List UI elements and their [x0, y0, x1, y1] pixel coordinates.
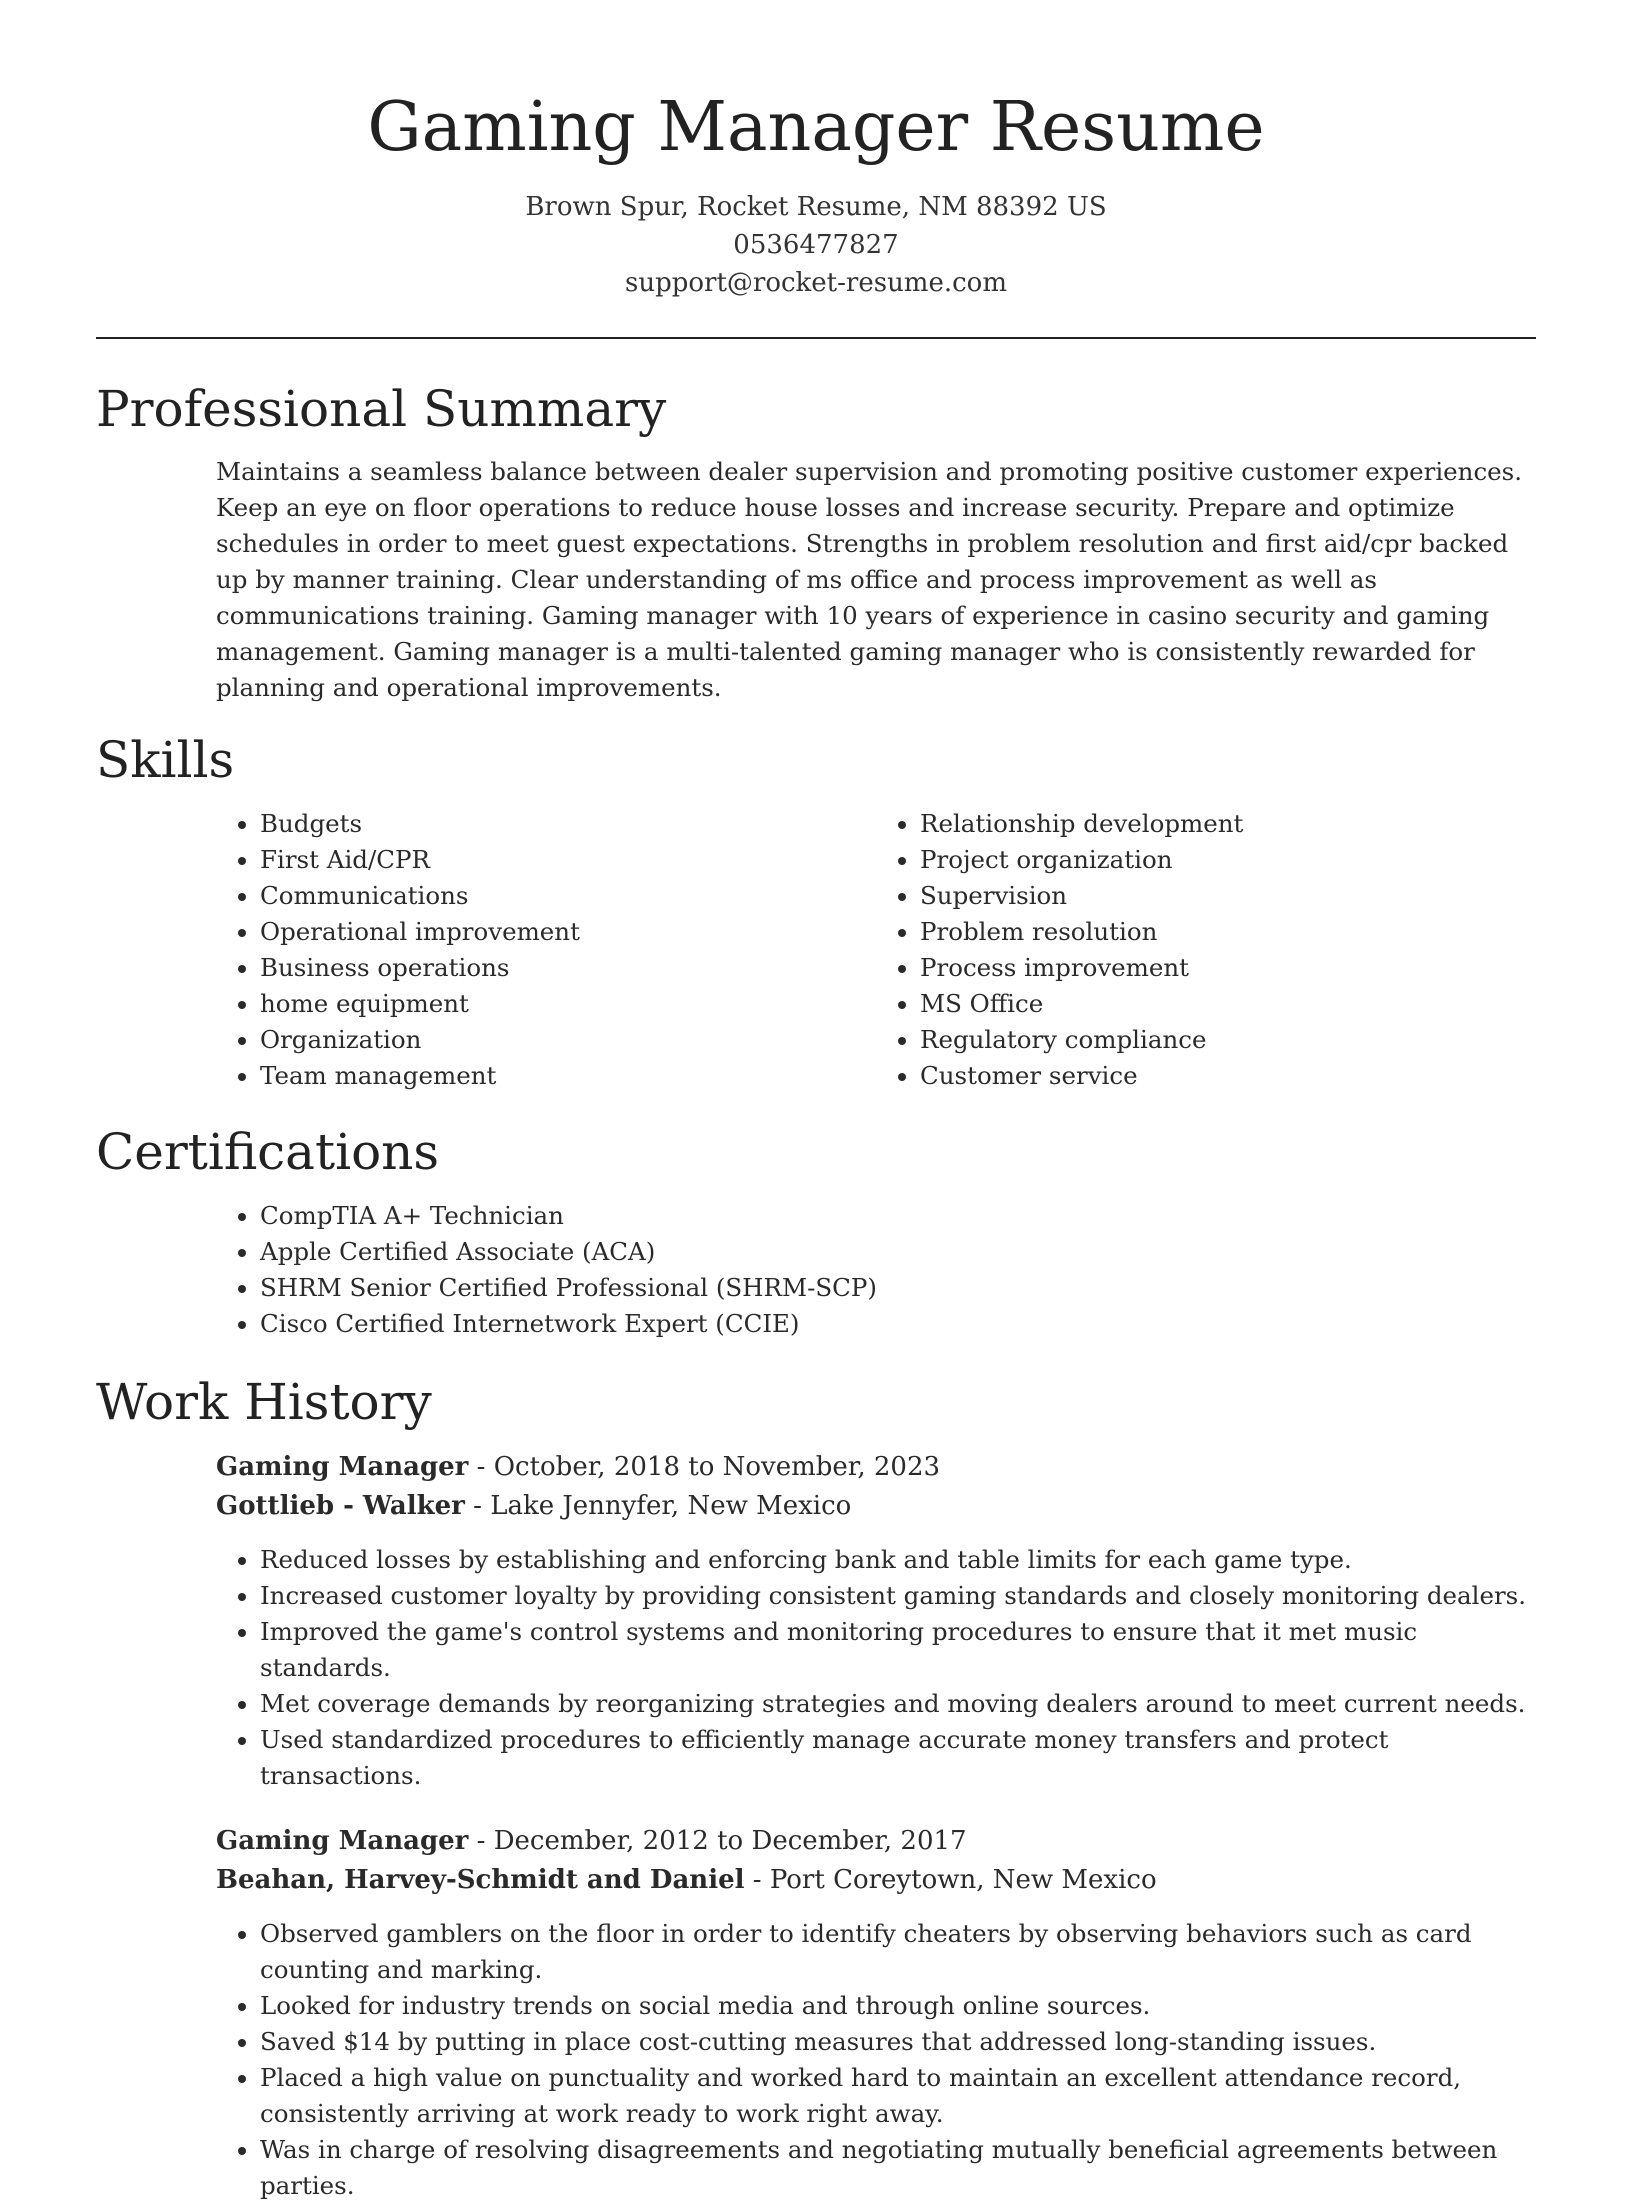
job-company-line [216, 1487, 1536, 1526]
separator: - [464, 1491, 491, 1521]
job-bullet: • Observed gamblers on the floor in order to identify cheaters by observing behaviors such as card counting and marking. [260, 1916, 1536, 1988]
skill-item: • Relationship development [920, 806, 1536, 842]
certifications-list [216, 1198, 1536, 1342]
certifications-wrap [216, 1198, 1536, 1342]
work-section [96, 1370, 1536, 2204]
job-bullet: • Placed a high value on punctuality and worked hard to maintain an excellent attendance record, consistently arriving at work ready to work right away. [260, 2060, 1536, 2132]
job-entry [216, 1448, 1536, 1794]
resume-title: Gaming Manager Resume [367, 88, 1265, 167]
job-title: Gaming Manager [216, 1452, 469, 1482]
job-title-line [216, 1448, 1536, 1487]
skill-item: • Organization [260, 1022, 876, 1058]
skill-item: • Project organization [920, 842, 1536, 878]
summary-heading: Professional Summary [96, 380, 667, 438]
job-location: Port Coreytown, New Mexico [769, 1865, 1157, 1895]
job-bullets [216, 1542, 1536, 1794]
skill-item: • Budgets [260, 806, 876, 842]
certification-item: • SHRM Senior Certified Professional (SHRM-SCP) [260, 1270, 1536, 1306]
skill-item: • Regulatory compliance [920, 1022, 1536, 1058]
skill-item: • Business operations [260, 950, 876, 986]
skill-item: • Customer service [920, 1058, 1536, 1094]
separator: - [744, 1865, 770, 1895]
job-bullet: • Reduced losses by establishing and enforcing bank and table limits for each game type. [260, 1542, 1536, 1578]
skills-grid [216, 806, 1536, 1094]
job-bullet: • Was in charge of resolving disagreements and negotiating mutually beneficial agreements between parties. [260, 2132, 1536, 2204]
skill-item: • First Aid/CPR [260, 842, 876, 878]
job-bullet: • Used standardized procedures to efficiently manage accurate money transfers and protect transactions. [260, 1722, 1536, 1794]
skill-item: • MS Office [920, 986, 1536, 1022]
certification-item: • Cisco Certified Internetwork Expert (CCIE) [260, 1306, 1536, 1342]
certifications-section [96, 1120, 1536, 1342]
resume-header [96, 0, 1536, 302]
skill-item: • home equipment [260, 986, 876, 1022]
skill-item: • Supervision [920, 878, 1536, 914]
skill-item: • Process improvement [920, 950, 1536, 986]
job-bullets [216, 1916, 1536, 2204]
job-bullet: • Looked for industry trends on social media and through online sources. [260, 1988, 1536, 2024]
contact-email: support@rocket-resume.com [624, 268, 1007, 298]
job-dates: October, 2018 to November, 2023 [493, 1452, 941, 1482]
skill-item: • Problem resolution [920, 914, 1536, 950]
summary-text: Maintains a seamless balance between dealer supervision and promoting positive customer experiences. Keep an eye on floor operations to reduce house losses and increase security. Prepare and optimize schedules in order to meet guest expectations. Strengths in problem resolution and first aid/cpr backed up by manner training. Clear understanding of ms office and process improvement as well as communications training. Gaming manager with 10 years of experience in casino security and gaming management. Gaming manager is a multi-talented gaming manager who is consistently rewarded for planning and operational improvements. [216, 457, 1523, 702]
job-title-line [216, 1822, 1536, 1861]
job-company-line [216, 1861, 1536, 1900]
separator: - [468, 1452, 494, 1482]
summary-section [96, 377, 1536, 706]
job-bullet: • Saved $14 by putting in place cost-cutting measures that addressed long-standing issues. [260, 2024, 1536, 2060]
work-jobs [216, 1448, 1536, 2204]
skills-list-left [216, 806, 876, 1094]
certification-item: • CompTIA A+ Technician [260, 1198, 1536, 1234]
certification-item: • Apple Certified Associate (ACA) [260, 1234, 1536, 1270]
header-divider [96, 337, 1536, 339]
skills-heading: Skills [96, 731, 235, 789]
skill-item: • Team management [260, 1058, 876, 1094]
contact-address: Brown Spur, Rocket Resume, NM 88392 US [525, 192, 1107, 222]
skills-section [96, 728, 1536, 1094]
job-dates: December, 2012 to December, 2017 [493, 1826, 967, 1856]
separator: - [468, 1826, 494, 1856]
job-bullet: • Met coverage demands by reorganizing strategies and moving dealers around to meet current needs. [260, 1686, 1536, 1722]
job-company: Beahan, Harvey-Schmidt and Daniel [216, 1865, 745, 1895]
job-location: Lake Jennyfer, New Mexico [490, 1491, 852, 1521]
work-heading: Work History [96, 1373, 432, 1431]
job-entry [216, 1822, 1536, 2204]
job-company: Gottlieb - Walker [216, 1491, 465, 1521]
certifications-heading: Certifications [96, 1123, 440, 1181]
skills-list-right [876, 806, 1536, 1094]
job-title: Gaming Manager [216, 1826, 469, 1856]
job-bullet: • Improved the game's control systems and monitoring procedures to ensure that it met music standards. [260, 1614, 1536, 1686]
resume-page [96, 0, 1536, 2204]
job-bullet: • Increased customer loyalty by providing consistent gaming standards and closely monitoring dealers. [260, 1578, 1536, 1614]
skill-item: • Operational improvement [260, 914, 876, 950]
contact-phone: 0536477827 [733, 230, 899, 260]
skill-item: • Communications [260, 878, 876, 914]
